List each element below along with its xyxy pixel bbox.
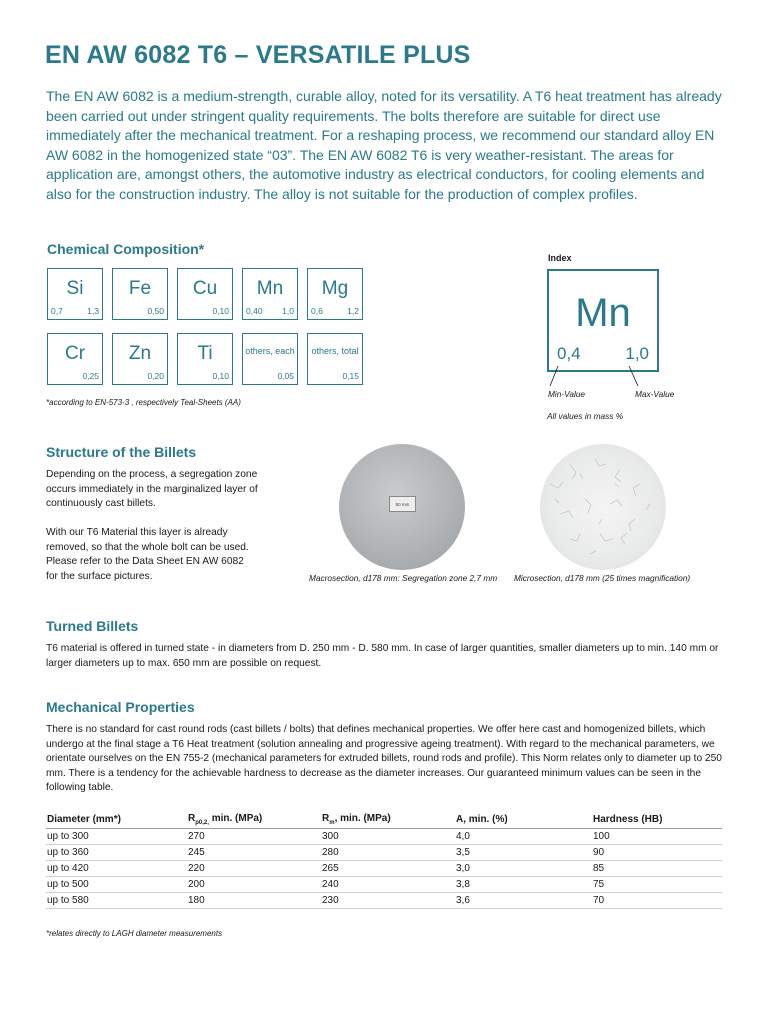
element-box xyxy=(307,333,363,385)
table-row xyxy=(46,860,722,876)
table-cell: 230 xyxy=(321,892,455,908)
table-cell: 265 xyxy=(321,860,455,876)
element-max: 0,05 xyxy=(277,371,294,381)
table-cell: 4,0 xyxy=(455,828,592,844)
element-box xyxy=(242,268,298,320)
table-cell: up to 300 xyxy=(46,828,187,844)
element-box xyxy=(47,268,103,320)
element-symbol: Mg xyxy=(321,278,349,299)
table-row xyxy=(46,828,722,844)
table-footnote: *relates directly to LAGH diameter measurements xyxy=(46,929,223,938)
index-min: 0,4 xyxy=(557,344,581,363)
element-symbol: Cu xyxy=(192,278,218,299)
element-box xyxy=(112,268,168,320)
structure-para-2: With our T6 Material this layer is already removed, so that the whole bolt can be used. Please refer to the Data Sheet EN AW 6082 for the surface pictures. xyxy=(46,527,249,582)
col-hb: Hardness (HB) xyxy=(592,811,722,828)
page-title: EN AW 6082 T6 – VERSATILE PLUS xyxy=(45,41,471,69)
table-cell: up to 500 xyxy=(46,876,187,892)
element-symbol: Mn xyxy=(256,278,284,299)
macrosection-image xyxy=(339,444,465,570)
col-rm: $R_m$, min. (MPa) xyxy=(321,811,455,828)
table-cell: 3,8 xyxy=(455,876,592,892)
table-cell: 270 xyxy=(187,828,321,844)
element-symbol: Si xyxy=(66,278,84,299)
element-box xyxy=(112,333,168,385)
element-min: 0,6 xyxy=(311,306,323,316)
element-box xyxy=(307,268,363,320)
turned-heading: Turned Billets xyxy=(46,618,139,634)
table-cell: 300 xyxy=(321,828,455,844)
element-max: 0,50 xyxy=(147,306,164,316)
table-row xyxy=(46,876,722,892)
mechanical-heading: Mechanical Properties xyxy=(46,699,195,715)
element-max: 0,25 xyxy=(82,371,99,381)
chemical-footnote: *according to EN-573-3 , respectively Teal-Sheets (AA) xyxy=(46,398,241,407)
element-symbol: Cr xyxy=(64,343,86,364)
table-cell: 3,0 xyxy=(455,860,592,876)
element-symbol: others, total xyxy=(311,346,359,356)
table-cell: up to 420 xyxy=(46,860,187,876)
microsection-caption: Microsection, d178 mm (25 times magnification) xyxy=(514,573,691,583)
element-min: 0,7 xyxy=(51,306,63,316)
index-max-label: Max-Value xyxy=(635,389,675,399)
index-label: Index xyxy=(548,253,572,263)
structure-para-1: Depending on the process, a segregation zone occurs immediately in the marginalized layer of continuously cast billets. xyxy=(46,469,258,510)
element-symbol: Fe xyxy=(128,278,152,299)
table-row xyxy=(46,892,722,908)
element-max: 0,10 xyxy=(212,371,229,381)
scale-label: 50 mm xyxy=(389,496,416,512)
table-cell: 245 xyxy=(187,844,321,860)
table-header-row xyxy=(46,811,722,828)
table-cell: up to 360 xyxy=(46,844,187,860)
table-cell: 90 xyxy=(592,844,722,860)
table-cell: 240 xyxy=(321,876,455,892)
table-cell: 70 xyxy=(592,892,722,908)
element-min: 0,40 xyxy=(246,306,263,316)
intro-paragraph: The EN AW 6082 is a medium-strength, curable alloy, noted for its versatility. A T6 heat treatment has already been carried out under stringent quality requirements. The bolts therefore are suitable for direct use immediately after the mechanical treatment. For a reshaping process, we recommend our standard alloy EN AW 6082 in the homogenized state “03”. The EN AW 6082 T6 is very weather-resistant. The areas for application are, amongst others, the automotive industry as electrical conductors, for cooling elements and also for the construction industry. The alloy is not suitable for the production of complex profiles. xyxy=(46,88,722,202)
mechanical-text: There is no standard for cast round rods (cast billets / bolts) that defines mechanical properties. We offer here cast and homogenized billets, which undergo at the final stage a T6 Heat treatment (solution annealing and progressive ageing treatment). With regard to the mechanical parameters, we orientate ourselves on the EN 755-2 (mechanical parameters for extruded billets, round rods and profile). This Norm relates only to diameter up to 250 mm. There is a tendency for the achievable hardness to decrease as the diameter increases. Our guaranteed minimum values can be seen in the following table. xyxy=(46,724,722,794)
table-cell: 200 xyxy=(187,876,321,892)
turned-text: T6 material is offered in turned state - in diameters from D. 250 mm - D. 580 mm. In case of larger quantities, smaller diameters up to min. 140 mm or larger diameters up to max. 650 mm are possible on request. xyxy=(46,643,719,669)
table-cell: 3,5 xyxy=(455,844,592,860)
structure-heading: Structure of the Billets xyxy=(46,444,197,460)
index-box xyxy=(547,269,659,372)
index-max: 1,0 xyxy=(625,344,649,363)
element-symbol: Ti xyxy=(197,343,213,364)
table-cell: 280 xyxy=(321,844,455,860)
table-cell: 180 xyxy=(187,892,321,908)
col-diameter: Diameter (mm*) xyxy=(46,811,187,828)
col-a: A, min. (%) xyxy=(455,811,592,828)
table-row xyxy=(46,844,722,860)
element-box xyxy=(242,333,298,385)
element-max: 1,3 xyxy=(87,306,99,316)
element-max: 0,20 xyxy=(147,371,164,381)
microsection-image xyxy=(540,444,666,570)
table-cell: 3,6 xyxy=(455,892,592,908)
table-cell: up to 580 xyxy=(46,892,187,908)
chemical-heading: Chemical Composition* xyxy=(47,241,205,257)
element-symbol: Zn xyxy=(128,343,152,364)
microsection-grain-texture xyxy=(540,444,666,570)
element-box xyxy=(177,268,233,320)
element-box xyxy=(177,333,233,385)
element-box xyxy=(47,333,103,385)
element-max: 0,10 xyxy=(212,306,229,316)
element-max: 1,2 xyxy=(347,306,359,316)
element-max: 0,15 xyxy=(342,371,359,381)
table-cell: 75 xyxy=(592,876,722,892)
element-symbol: others, each xyxy=(245,346,295,356)
index-note: All values in mass % xyxy=(547,411,624,421)
index-symbol: Mn xyxy=(575,291,631,335)
table-cell: 100 xyxy=(592,828,722,844)
macrosection-caption: Macrosection, d178 mm: Segregation zone 2,7 mm xyxy=(309,573,498,583)
table-cell: 220 xyxy=(187,860,321,876)
mechanical-table xyxy=(46,811,722,909)
col-rp: $R_{p0,2,}$ min. (MPa) xyxy=(187,811,321,828)
table-cell: 85 xyxy=(592,860,722,876)
index-min-label: Min-Value xyxy=(548,389,586,399)
element-max: 1,0 xyxy=(282,306,294,316)
